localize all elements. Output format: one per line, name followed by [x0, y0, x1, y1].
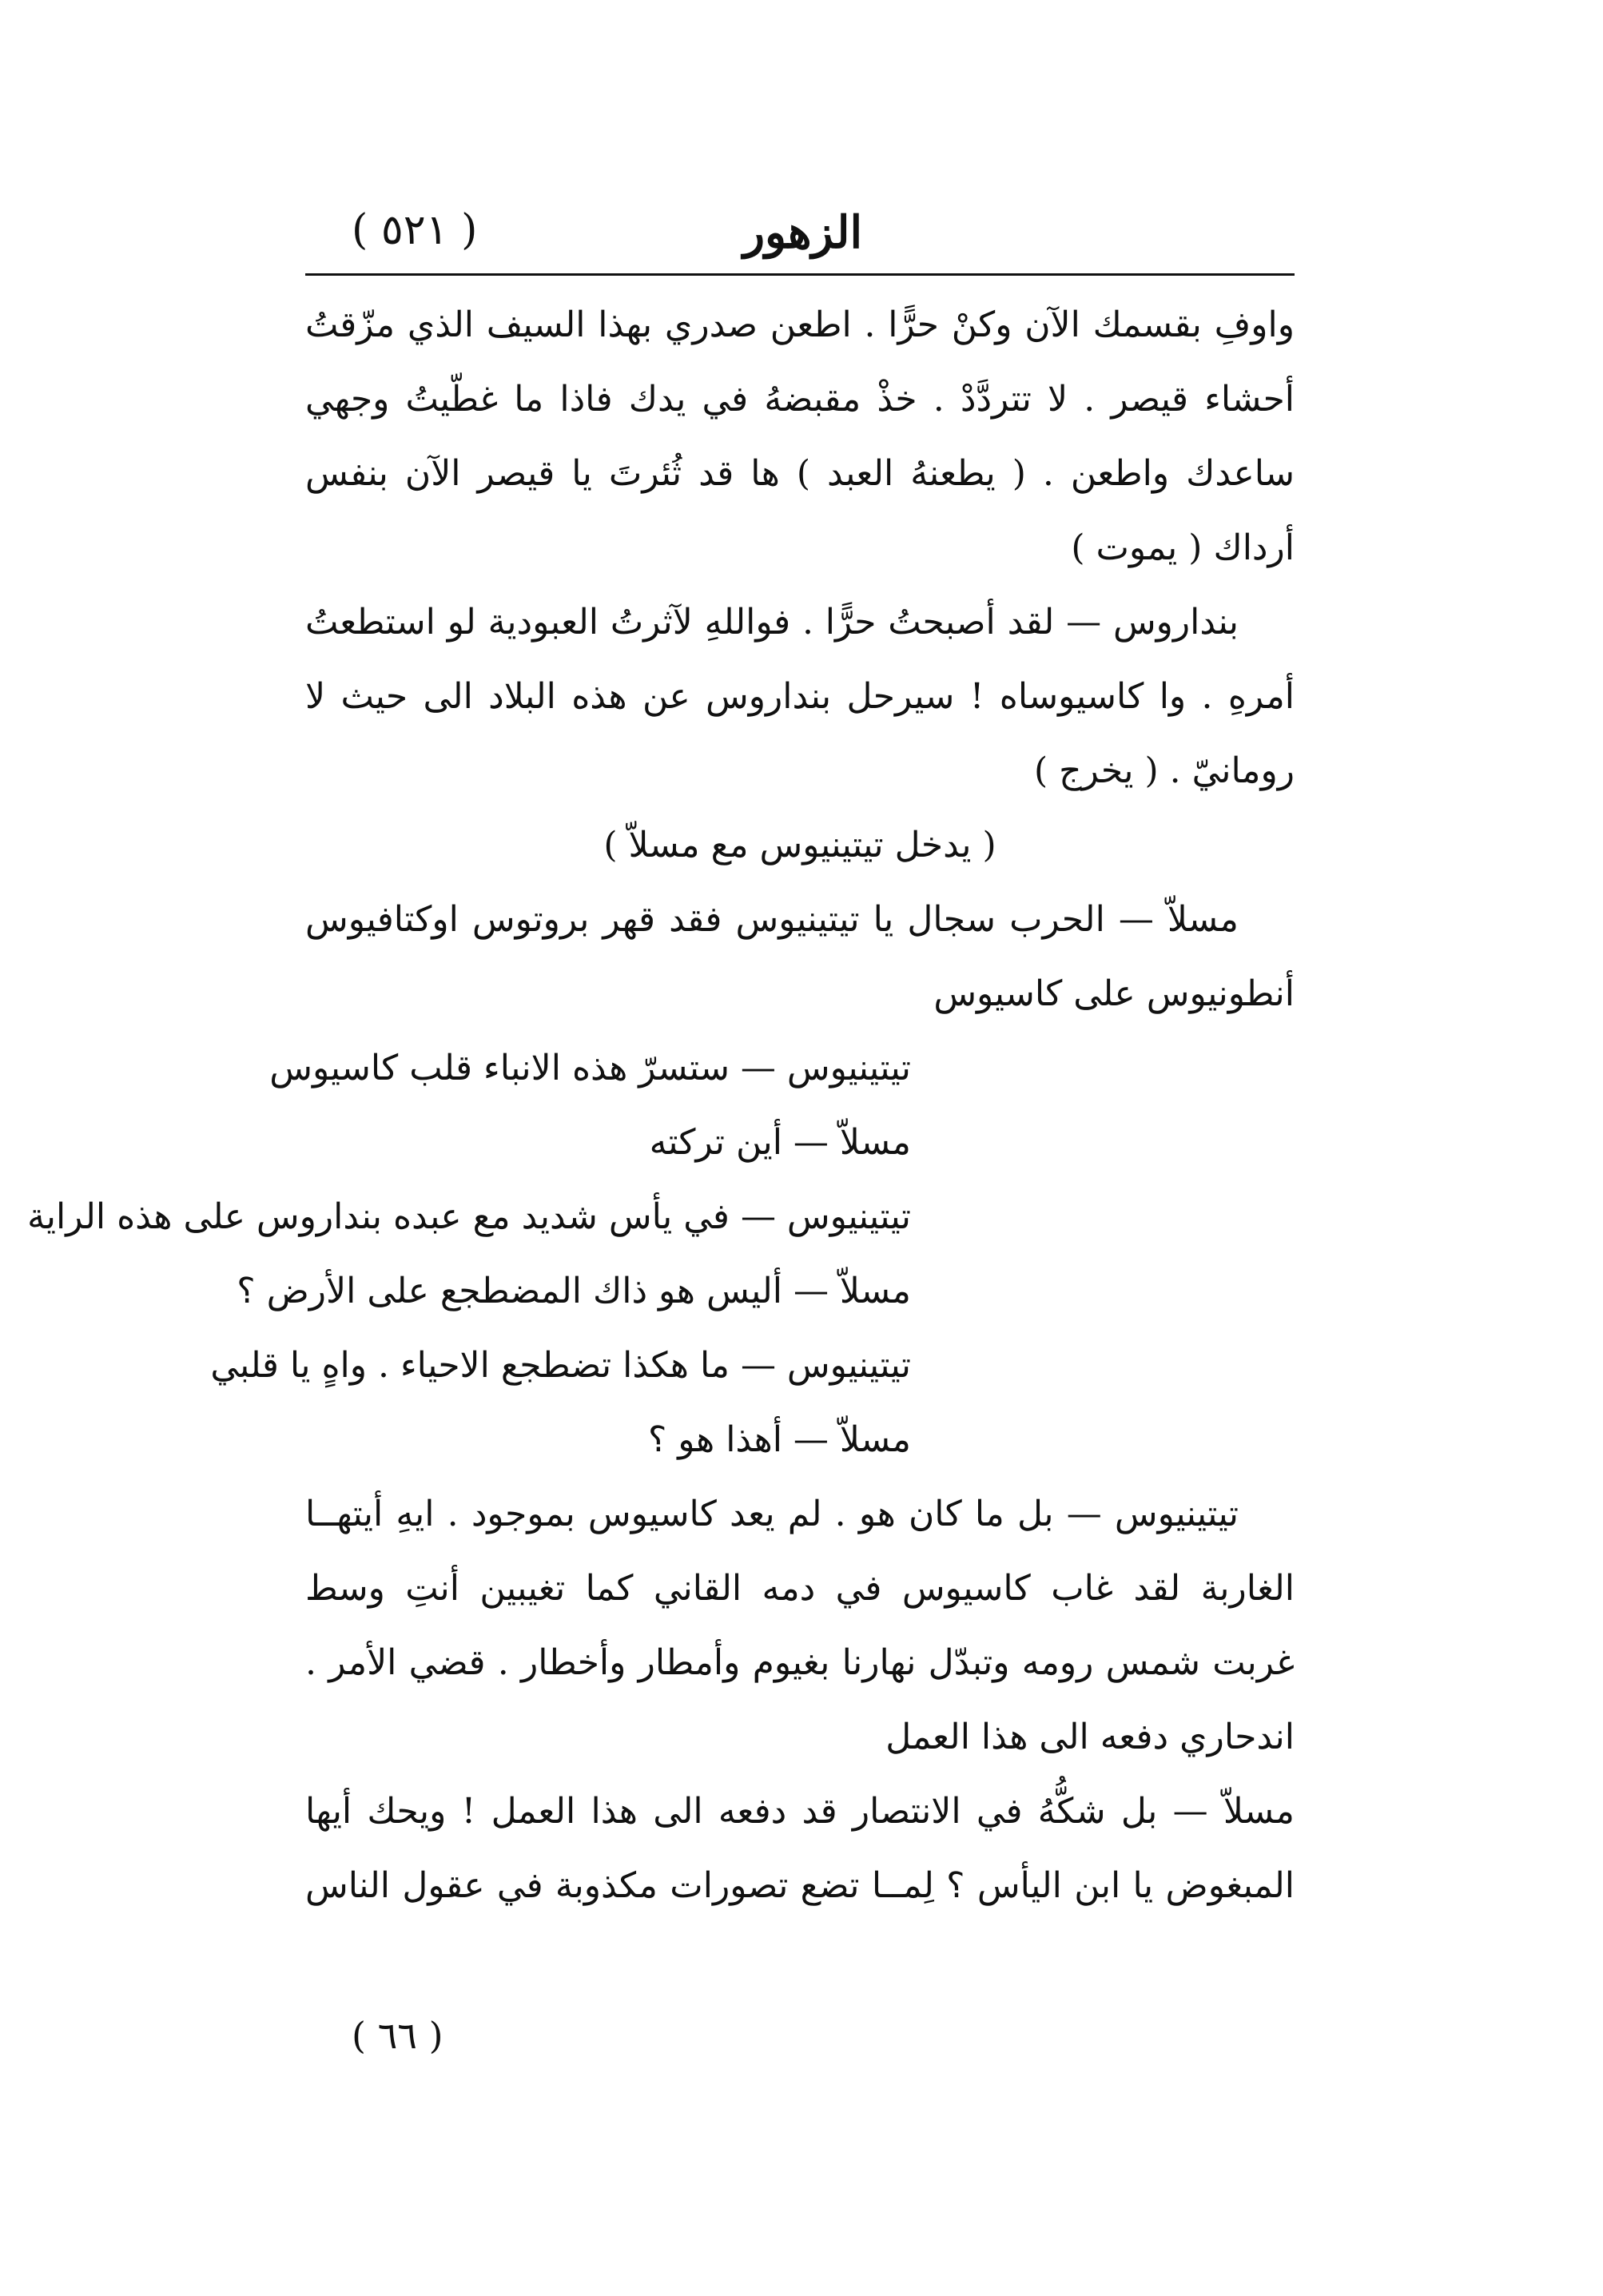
dialogue-line: مسلاّ — أهذا هو ؟ — [647, 1419, 911, 1460]
stage-direction: ( يدخل تيتينيوس مع مسلاّ ) — [603, 825, 996, 865]
text-line: مسلاّ — بل شكُّهُ في الانتصار قد دفعه الى هذا العمل ! ويحك أيها — [305, 1791, 1295, 1832]
text-line: أرداك ( يموت ) — [1071, 527, 1295, 568]
dialogue-line: مسلاّ — أين تركته — [649, 1122, 911, 1163]
dialogue-line: تيتينيوس — ستسرّ هذه الانباء قلب كاسيوس — [269, 1048, 911, 1088]
text-line: الغاربة لقد غاب كاسيوس في دمه القاني كما تغيبين أنتِ وسط — [305, 1568, 1295, 1609]
text-line: واوفِ بقسمك الآن وكنْ حرًّا . اطعن صدري بهذا السيف الذي مزّقتُ — [305, 304, 1295, 345]
text-line: غربت شمس رومه وتبدّل نهارنا بغيوم وأمطار وأخطار . قضي الأمر . — [305, 1642, 1295, 1683]
text-line: تيتينيوس — بل ما كان هو . لم يعد كاسيوس بموجود . ايهِ أيتهــا — [305, 1494, 1239, 1534]
text-line: ساعدك واطعن . ( يطعنهُ العبد ) ها قد ثُئرتَ يا قيصر الآن بنفس — [305, 453, 1295, 494]
header-rule — [305, 273, 1295, 276]
text-line: أحشاء قيصر . لا تتردَّدْ . خذْ مقبضهُ في يدك فاذا ما غطّيتُ وجهي — [305, 379, 1295, 420]
text-line: أمرهِ . وا كاسيوساه ! سيرحل بنداروس عن هذه البلاد الى حيث لا — [305, 676, 1295, 717]
text-line: مسلاّ — الحرب سجال يا تيتينيوس فقد قهر بروتوس اوكتافيوس — [305, 899, 1239, 940]
text-line: رومانيّ . ( يخرج ) — [1034, 750, 1295, 791]
dialogue-line: تيتينيوس — ما هكذا تضطجع الاحياء . واهٍ يا قلبي — [210, 1345, 911, 1386]
running-header — [304, 206, 1295, 270]
dialogue-line: مسلاّ — أليس هو ذاك المضطجع على الأرض ؟ — [237, 1271, 911, 1311]
text-line: اندحاري دفعه الى هذا العمل — [885, 1717, 1295, 1757]
dialogue-line: تيتينيوس — في يأس شديد مع عبده بنداروس على هذه الراية — [27, 1196, 911, 1237]
journal-title: الزهور — [743, 206, 863, 259]
text-line: المبغوض يا ابن اليأس ؟ لِمــا تضع تصورات مكذوبة في عقول الناس — [305, 1865, 1295, 1906]
text-line: أنطونيوس على كاسيوس — [933, 973, 1295, 1014]
body-text — [27, 288, 1295, 1923]
signature-mark: ( ٦٦ ) — [352, 2014, 444, 2057]
page-number: ( ٥٢١ ) — [352, 206, 478, 254]
text-line: بنداروس — لقد أصبحتُ حرًّا . فواللهِ لآثرتُ العبودية لو استطعتُ — [305, 602, 1239, 643]
